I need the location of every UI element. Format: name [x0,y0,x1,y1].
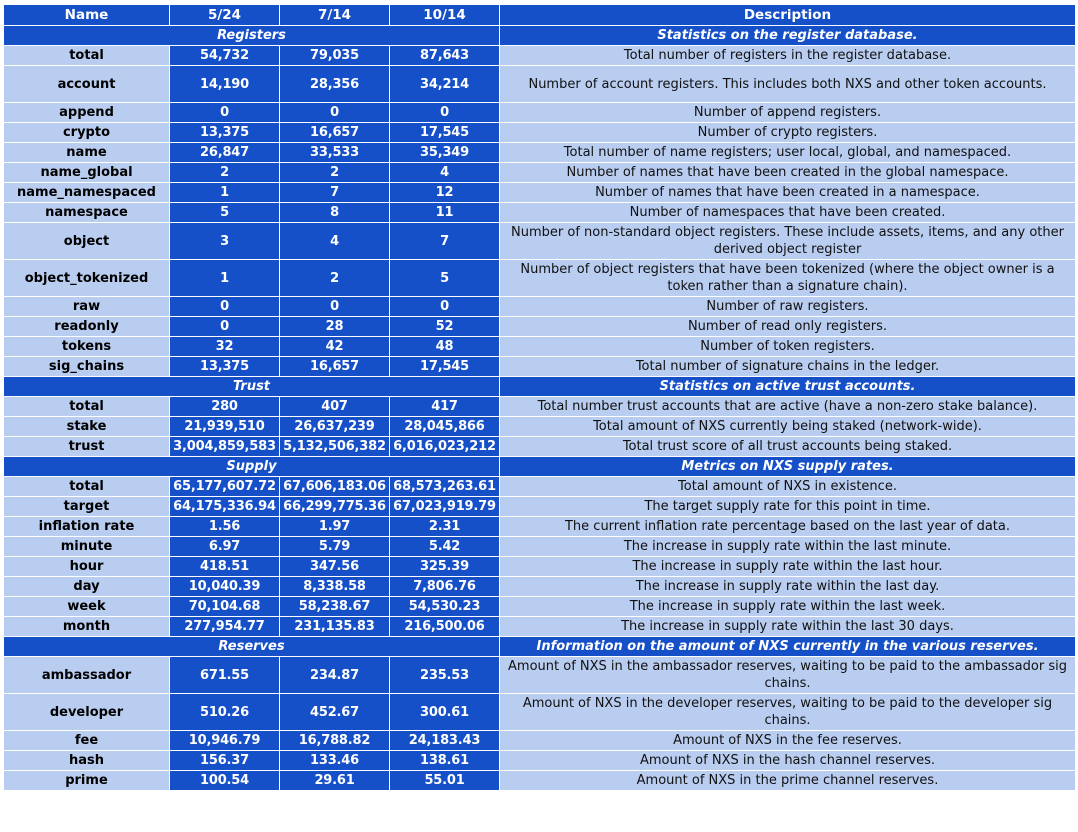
row-name: month [4,617,170,637]
section-title: Trust [4,377,500,397]
row-value-3: 325.39 [390,557,500,577]
table-row [4,517,1076,537]
row-value-3: 24,183.43 [390,731,500,751]
header-date-1: 5/24 [170,5,280,26]
row-value-3: 417 [390,397,500,417]
row-value-2: 16,788.82 [280,731,390,751]
section-row-registers [4,26,1076,46]
row-name: name_global [4,163,170,183]
row-name: target [4,497,170,517]
row-value-1: 1 [170,183,280,203]
row-value-3: 0 [390,297,500,317]
table-row [4,557,1076,577]
table-row [4,437,1076,457]
row-name: total [4,477,170,497]
section-summary: Information on the amount of NXS currently in the various reserves. [500,637,1076,657]
row-value-3: 54,530.23 [390,597,500,617]
row-value-2: 0 [280,297,390,317]
row-name: day [4,577,170,597]
row-value-2: 407 [280,397,390,417]
row-value-1: 10,040.39 [170,577,280,597]
table-row [4,731,1076,751]
row-value-1: 671.55 [170,657,280,694]
row-description: Amount of NXS in the hash channel reserves. [500,751,1076,771]
table-row [4,163,1076,183]
row-value-2: 33,533 [280,143,390,163]
row-description: Number of namespaces that have been created. [500,203,1076,223]
row-value-2: 2 [280,260,390,297]
row-value-1: 0 [170,317,280,337]
row-name: prime [4,771,170,791]
row-description: Number of append registers. [500,103,1076,123]
row-value-3: 55.01 [390,771,500,791]
row-value-2: 28,356 [280,66,390,103]
row-description: The increase in supply rate within the last day. [500,577,1076,597]
header-name: Name [4,5,170,26]
table-row [4,397,1076,417]
row-description: Number of token registers. [500,337,1076,357]
row-value-2: 2 [280,163,390,183]
row-value-3: 300.61 [390,694,500,731]
row-value-1: 6.97 [170,537,280,557]
row-value-2: 234.87 [280,657,390,694]
row-value-1: 280 [170,397,280,417]
row-name: minute [4,537,170,557]
row-name: name [4,143,170,163]
row-name: crypto [4,123,170,143]
row-value-1: 21,939,510 [170,417,280,437]
row-description: The increase in supply rate within the last week. [500,597,1076,617]
row-value-3: 12 [390,183,500,203]
row-value-1: 10,946.79 [170,731,280,751]
row-value-1: 32 [170,337,280,357]
table-row [4,417,1076,437]
row-name: namespace [4,203,170,223]
row-name: account [4,66,170,103]
row-value-1: 2 [170,163,280,183]
table-row [4,203,1076,223]
row-value-3: 34,214 [390,66,500,103]
row-value-3: 11 [390,203,500,223]
table-row [4,751,1076,771]
row-name: week [4,597,170,617]
row-description: Number of read only registers. [500,317,1076,337]
row-value-1: 100.54 [170,771,280,791]
row-value-2: 7 [280,183,390,203]
row-name: object_tokenized [4,260,170,297]
stats-table-container [3,4,1076,791]
row-value-1: 510.26 [170,694,280,731]
row-value-3: 17,545 [390,357,500,377]
row-name: developer [4,694,170,731]
table-body [4,26,1076,791]
table-row [4,337,1076,357]
row-value-1: 54,732 [170,46,280,66]
table-row [4,183,1076,203]
table-row [4,477,1076,497]
row-name: raw [4,297,170,317]
row-description: Amount of NXS in the ambassador reserves, waiting to be paid to the ambassador sig chains. [500,657,1076,694]
section-row-reserves [4,637,1076,657]
row-description: Number of raw registers. [500,297,1076,317]
row-value-3: 52 [390,317,500,337]
row-description: Number of names that have been created in a namespace. [500,183,1076,203]
row-value-2: 8,338.58 [280,577,390,597]
row-description: Amount of NXS in the prime channel reserves. [500,771,1076,791]
row-description: Number of object registers that have been tokenized (where the object owner is a token rather than a signature chain). [500,260,1076,297]
table-row [4,317,1076,337]
row-value-2: 58,238.67 [280,597,390,617]
row-value-1: 418.51 [170,557,280,577]
row-value-2: 26,637,239 [280,417,390,437]
row-value-2: 42 [280,337,390,357]
row-name: name_namespaced [4,183,170,203]
section-title: Reserves [4,637,500,657]
header-row [4,5,1076,26]
row-value-3: 48 [390,337,500,357]
row-description: The increase in supply rate within the last 30 days. [500,617,1076,637]
row-value-1: 5 [170,203,280,223]
row-value-1: 64,175,336.94 [170,497,280,517]
row-description: The target supply rate for this point in time. [500,497,1076,517]
row-value-2: 16,657 [280,123,390,143]
row-value-1: 14,190 [170,66,280,103]
row-value-1: 13,375 [170,123,280,143]
header-date-3: 10/14 [390,5,500,26]
row-value-3: 216,500.06 [390,617,500,637]
table-row [4,537,1076,557]
table-row [4,694,1076,731]
header-description: Description [500,5,1076,26]
row-description: Total trust score of all trust accounts being staked. [500,437,1076,457]
row-description: The increase in supply rate within the last minute. [500,537,1076,557]
table-row [4,597,1076,617]
row-name: inflation rate [4,517,170,537]
row-value-1: 1.56 [170,517,280,537]
row-value-1: 26,847 [170,143,280,163]
row-description: Amount of NXS in the developer reserves, waiting to be paid to the developer sig chains. [500,694,1076,731]
row-value-3: 68,573,263.61 [390,477,500,497]
table-row [4,357,1076,377]
row-value-3: 7,806.76 [390,577,500,597]
row-value-3: 35,349 [390,143,500,163]
row-value-2: 452.67 [280,694,390,731]
row-value-2: 16,657 [280,357,390,377]
row-value-2: 133.46 [280,751,390,771]
row-name: append [4,103,170,123]
row-value-2: 66,299,775.36 [280,497,390,517]
row-value-2: 5,132,506,382 [280,437,390,457]
table-row [4,771,1076,791]
row-value-1: 1 [170,260,280,297]
row-value-3: 5 [390,260,500,297]
row-value-1: 0 [170,103,280,123]
header-date-2: 7/14 [280,5,390,26]
row-value-3: 0 [390,103,500,123]
row-description: The current inflation rate percentage based on the last year of data. [500,517,1076,537]
row-name: object [4,223,170,260]
row-description: Total number of signature chains in the ledger. [500,357,1076,377]
row-value-3: 235.53 [390,657,500,694]
row-name: trust [4,437,170,457]
row-value-3: 67,023,919.79 [390,497,500,517]
row-value-3: 2.31 [390,517,500,537]
row-description: Total number of name registers; user local, global, and namespaced. [500,143,1076,163]
section-title: Registers [4,26,500,46]
row-value-2: 5.79 [280,537,390,557]
row-value-1: 3,004,859,583 [170,437,280,457]
row-description: Number of non-standard object registers. These include assets, items, and any other derived object register [500,223,1076,260]
table-row [4,143,1076,163]
row-description: Total amount of NXS in existence. [500,477,1076,497]
table-row [4,617,1076,637]
row-value-3: 17,545 [390,123,500,143]
row-description: Number of crypto registers. [500,123,1076,143]
row-value-3: 28,045,866 [390,417,500,437]
row-description: Total amount of NXS currently being staked (network-wide). [500,417,1076,437]
row-value-3: 4 [390,163,500,183]
row-name: hash [4,751,170,771]
table-row [4,657,1076,694]
row-name: total [4,46,170,66]
row-name: hour [4,557,170,577]
row-value-1: 3 [170,223,280,260]
row-value-3: 138.61 [390,751,500,771]
row-description: Number of names that have been created in the global namespace. [500,163,1076,183]
row-name: stake [4,417,170,437]
section-summary: Statistics on active trust accounts. [500,377,1076,397]
section-row-supply [4,457,1076,477]
row-value-2: 8 [280,203,390,223]
row-value-1: 65,177,607.72 [170,477,280,497]
row-description: Amount of NXS in the fee reserves. [500,731,1076,751]
section-summary: Statistics on the register database. [500,26,1076,46]
row-value-1: 277,954.77 [170,617,280,637]
row-value-3: 7 [390,223,500,260]
row-value-2: 347.56 [280,557,390,577]
row-value-3: 5.42 [390,537,500,557]
row-value-1: 13,375 [170,357,280,377]
table-row [4,260,1076,297]
table-row [4,66,1076,103]
section-title: Supply [4,457,500,477]
row-description: Total number of registers in the register database. [500,46,1076,66]
table-row [4,297,1076,317]
table-row [4,577,1076,597]
row-name: readonly [4,317,170,337]
row-name: sig_chains [4,357,170,377]
row-value-1: 70,104.68 [170,597,280,617]
row-name: total [4,397,170,417]
table-row [4,46,1076,66]
row-description: Total number trust accounts that are active (have a non-zero stake balance). [500,397,1076,417]
table-row [4,123,1076,143]
row-value-2: 0 [280,103,390,123]
row-value-1: 156.37 [170,751,280,771]
table-row [4,497,1076,517]
row-value-2: 1.97 [280,517,390,537]
row-value-2: 67,606,183.06 [280,477,390,497]
row-value-3: 87,643 [390,46,500,66]
table-row [4,223,1076,260]
row-value-2: 4 [280,223,390,260]
row-name: fee [4,731,170,751]
row-value-3: 6,016,023,212 [390,437,500,457]
row-description: Number of account registers. This includes both NXS and other token accounts. [500,66,1076,103]
row-value-1: 0 [170,297,280,317]
row-value-2: 79,035 [280,46,390,66]
section-row-trust [4,377,1076,397]
section-summary: Metrics on NXS supply rates. [500,457,1076,477]
nexus-statistics-table [3,4,1076,791]
table-row [4,103,1076,123]
row-value-2: 231,135.83 [280,617,390,637]
row-name: ambassador [4,657,170,694]
row-name: tokens [4,337,170,357]
row-value-2: 28 [280,317,390,337]
row-description: The increase in supply rate within the last hour. [500,557,1076,577]
row-value-2: 29.61 [280,771,390,791]
